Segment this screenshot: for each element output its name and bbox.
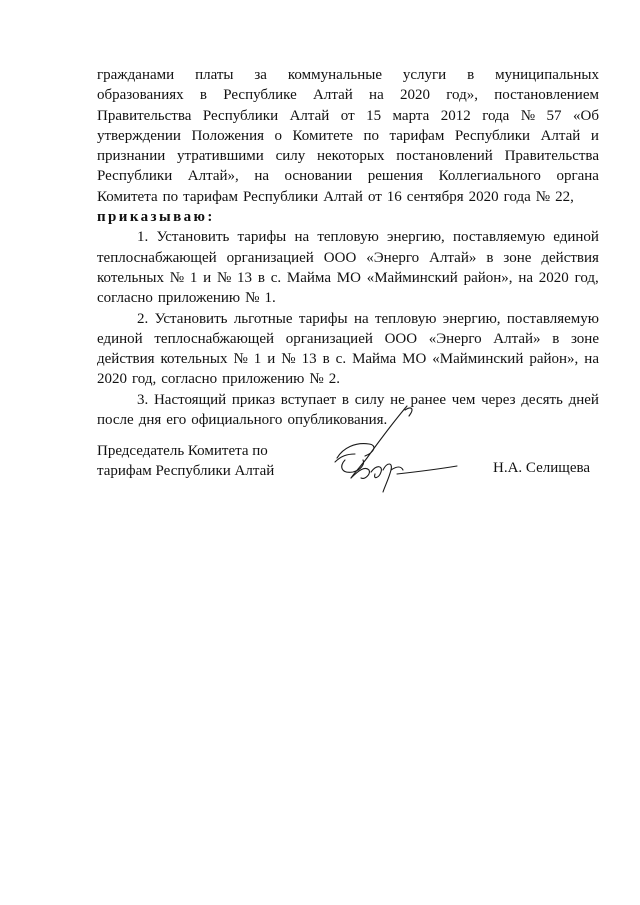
- text-line: [97, 207, 599, 227]
- word: 13: [301, 351, 317, 368]
- word: официального: [191, 412, 283, 429]
- text-line: [97, 329, 599, 349]
- word: Положения: [191, 127, 264, 144]
- word: Алтай: [313, 87, 353, 104]
- word: 57: [546, 107, 562, 124]
- text-line: [97, 187, 599, 207]
- word: 3.: [137, 391, 149, 408]
- word: зоне: [503, 249, 532, 266]
- text-line: [97, 349, 599, 369]
- word: приказ: [231, 391, 276, 408]
- word: №: [233, 351, 248, 368]
- word: МО: [402, 351, 427, 368]
- word: на: [294, 229, 310, 246]
- word: 1.: [137, 229, 149, 246]
- word: организацией: [226, 249, 314, 266]
- word: Правительства: [97, 107, 192, 124]
- word: тепловую: [317, 229, 379, 246]
- text-line: [97, 166, 599, 186]
- word: в: [322, 351, 330, 368]
- word: согласно: [161, 371, 218, 388]
- signatory-position-line-1: Председатель Комитета по: [97, 443, 268, 459]
- word: с.: [270, 269, 282, 286]
- document-body: [97, 65, 599, 430]
- word: Алтай»,: [187, 168, 239, 185]
- word: поставляемую: [506, 310, 599, 327]
- word: 13: [237, 269, 253, 286]
- word: Республики: [242, 188, 319, 205]
- word: с.: [335, 351, 347, 368]
- word: чем: [451, 391, 476, 408]
- word: «Об: [573, 107, 599, 124]
- word: энергию,: [442, 310, 501, 327]
- word: ООО: [384, 330, 418, 347]
- word: 16: [386, 188, 402, 205]
- word: гражданами: [97, 67, 175, 83]
- word: вступает: [280, 391, 337, 408]
- text-line: [97, 146, 599, 166]
- word: года: [482, 107, 510, 124]
- word: утратившими: [177, 148, 264, 165]
- word: 2020: [400, 87, 430, 104]
- word: через: [481, 391, 516, 408]
- word: тепловую: [374, 310, 437, 327]
- word: «Майминский: [366, 269, 458, 286]
- word: 2.: [137, 310, 149, 327]
- word: решения: [367, 168, 424, 185]
- word: район»,: [463, 269, 513, 286]
- word: в: [552, 330, 560, 347]
- word: МО: [336, 269, 361, 286]
- text-line: [97, 106, 599, 126]
- word: десять: [521, 391, 563, 408]
- word: по: [363, 127, 379, 144]
- word: на: [254, 168, 269, 185]
- word: 2020: [468, 188, 499, 205]
- text-line: [97, 268, 599, 288]
- word: основании: [284, 168, 353, 185]
- word: энергию,: [387, 229, 445, 246]
- word: Республики: [97, 168, 173, 185]
- word: тарифам: [183, 188, 238, 205]
- word: утверждении: [97, 127, 181, 144]
- word: в: [257, 269, 265, 286]
- word: теплоснабжающей: [97, 249, 217, 266]
- word: муниципальных: [495, 67, 599, 83]
- word: по: [162, 188, 179, 205]
- word: 15: [366, 107, 382, 124]
- word: в: [467, 67, 475, 83]
- word: год,: [132, 371, 157, 388]
- word: приказываю:: [97, 209, 215, 226]
- word: Коллегиального: [438, 168, 541, 185]
- signatory-position: [97, 441, 287, 482]
- word: на: [369, 87, 384, 104]
- word: не: [390, 391, 405, 408]
- word: за: [254, 67, 267, 83]
- word: №: [520, 107, 536, 124]
- word: после: [97, 412, 134, 429]
- word: Комитета: [97, 188, 158, 205]
- word: Комитете: [292, 127, 353, 144]
- word: на: [518, 269, 534, 286]
- word: силу: [354, 391, 385, 408]
- word: 1: [253, 351, 262, 368]
- word: некоторых: [317, 148, 385, 165]
- word: год»,: [446, 87, 478, 104]
- word: №: [281, 351, 296, 368]
- word: 2020: [97, 371, 127, 388]
- word: в: [341, 391, 350, 408]
- word: 1.: [264, 290, 276, 307]
- text-line: [97, 288, 599, 308]
- word: Установить: [154, 310, 228, 327]
- word: о: [274, 127, 283, 144]
- text-line: [97, 126, 599, 146]
- word: 2012: [440, 107, 471, 124]
- word: в: [199, 87, 207, 104]
- word: котельных: [160, 351, 228, 368]
- word: на: [584, 351, 599, 368]
- word: Алтай: [289, 107, 330, 124]
- word: дней: [568, 391, 599, 408]
- word: Алтай: [540, 127, 581, 144]
- word: льготные: [233, 310, 293, 327]
- word: единой: [553, 229, 599, 246]
- word: сентября: [406, 188, 464, 205]
- word: котельных: [97, 269, 164, 286]
- text-line: [97, 227, 599, 247]
- word: 2.: [328, 371, 340, 388]
- text-line: [97, 309, 599, 329]
- word: и: [267, 351, 276, 368]
- word: Правительства: [504, 148, 599, 165]
- word: ООО: [323, 249, 357, 266]
- signatory-name: Н.А. Селищева: [493, 460, 591, 476]
- signatory-position-line-2: тарифам Республики Алтай: [97, 463, 275, 480]
- word: действия: [541, 249, 599, 266]
- word: 1: [189, 269, 198, 286]
- text-line: [97, 65, 599, 85]
- word: платы: [195, 67, 234, 83]
- word: год,: [574, 269, 599, 286]
- word: образованиях: [97, 87, 184, 104]
- word: Майма: [352, 351, 397, 368]
- word: «Энерго: [366, 249, 420, 266]
- word: постановлением: [494, 87, 599, 104]
- word: Алтай: [323, 188, 363, 205]
- handwritten-signature: [325, 400, 465, 495]
- word: единой: [97, 330, 143, 347]
- word: от: [340, 107, 355, 124]
- word: его: [166, 412, 187, 429]
- text-line: [97, 85, 599, 105]
- word: от: [367, 188, 382, 205]
- word: Республики: [202, 107, 279, 124]
- word: «Энерго: [428, 330, 482, 347]
- word: №: [216, 269, 232, 286]
- text-line: [97, 369, 599, 389]
- word: марта: [392, 107, 430, 124]
- word: Республики: [454, 127, 531, 144]
- word: года: [503, 188, 531, 205]
- word: поставляемую: [452, 229, 546, 246]
- word: опубликования.: [287, 412, 388, 429]
- word: «Майминский: [432, 351, 524, 368]
- word: и: [590, 127, 599, 144]
- word: тарифам: [389, 127, 445, 144]
- word: постановлений: [396, 148, 493, 165]
- word: зоне: [570, 330, 599, 347]
- word: в: [486, 249, 494, 266]
- word: Майма: [286, 269, 331, 286]
- word: тарифы: [298, 310, 348, 327]
- word: согласно: [97, 290, 153, 307]
- word: и: [203, 269, 212, 286]
- word: приложению: [157, 290, 241, 307]
- word: признании: [97, 148, 166, 165]
- word: коммунальные: [287, 67, 382, 83]
- word: Алтай»: [429, 249, 477, 266]
- word: организацией: [285, 330, 373, 347]
- word: район»,: [529, 351, 579, 368]
- word: 2020: [538, 269, 569, 286]
- word: приложению: [222, 371, 305, 388]
- word: тарифы: [237, 229, 287, 246]
- word: дня: [138, 412, 162, 429]
- word: №: [309, 371, 324, 388]
- word: Установить: [156, 229, 230, 246]
- text-line: [97, 248, 599, 268]
- word: №: [169, 269, 185, 286]
- word: ранее: [410, 391, 446, 408]
- word: Республике: [223, 87, 297, 104]
- word: теплоснабжающей: [154, 330, 275, 347]
- word: Настоящий: [153, 391, 227, 408]
- word: органа: [556, 168, 599, 185]
- word: услуги: [402, 67, 447, 83]
- word: Алтай»: [493, 330, 541, 347]
- word: №: [245, 290, 260, 307]
- word: действия: [97, 351, 155, 368]
- word: на: [353, 310, 369, 327]
- word: №: [535, 188, 551, 205]
- word: 22,: [555, 188, 574, 205]
- word: силу: [275, 148, 306, 165]
